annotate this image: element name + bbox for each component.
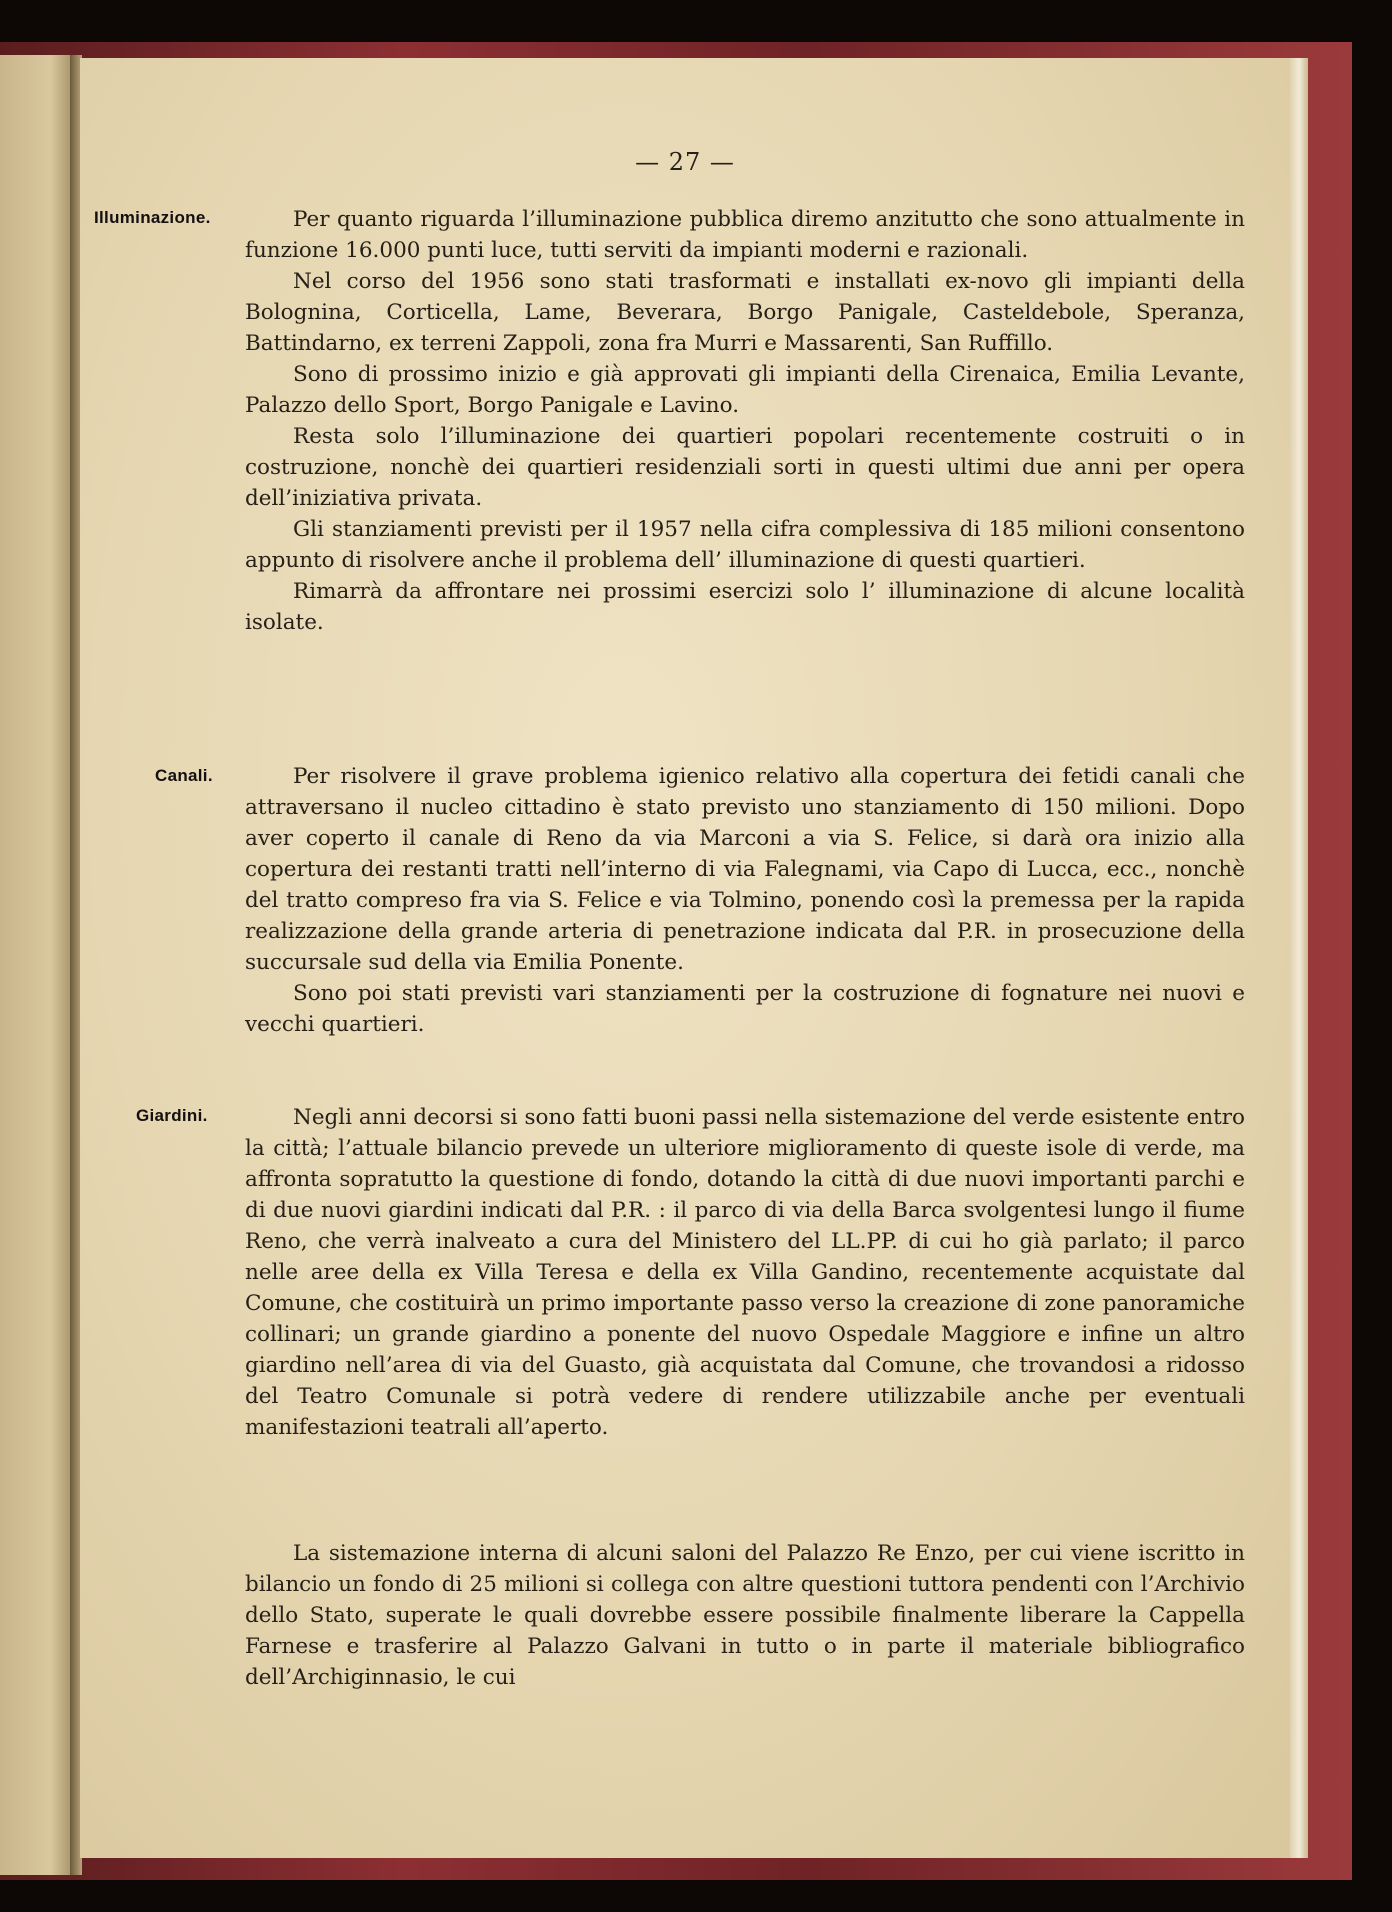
facing-page-edge [0,55,72,1875]
section-illuminazione [245,204,1245,638]
document-page [80,58,1290,1858]
section-label-illuminazione: Illuminazione. [94,208,211,227]
section-label-canali: Canali. [155,766,213,785]
paragraph: Per quanto riguarda l’illuminazione pubblica diremo anzitutto che sono attualmente in funzione 16.000 punti luce, tutti serviti da impianti moderni e razionali. [245,207,1245,263]
section-palazzo-re-enzo [245,1538,1245,1693]
paragraph: Sono poi stati previsti vari stanziamenti per la costruzione di fognature nei nuovi e vecchi quartieri. [245,981,1245,1037]
paragraph: Nel corso del 1956 sono stati trasformati e installati ex-novo gli impianti della Bolognina, Corticella, Lame, Beverara, Borgo Panigale, Casteldebole, Speranza, Battindarno, ex terreni Zappoli, zona fra Murri e Massarenti, San Ruffillo. [245,269,1245,356]
paragraph: La sistemazione interna di alcuni saloni del Palazzo Re Enzo, per cui viene iscritto in bilancio un fondo di 25 milioni si collega con altre questioni tuttora pendenti con l’Archivio dello Stato, superate le quali dovrebbe essere possibile finalmente liberare la Cappella Farnese e trasferire al Palazzo Galvani in tutto o in parte il materiale bibliografico dell’Archiginnasio, le cui [245,1541,1245,1690]
paragraph: Negli anni decorsi si sono fatti buoni passi nella sistemazione del verde esistente entro la città; l’attuale bilancio prevede un ulteriore miglioramento di queste isole di verde, ma affronta sopratutto la questione di fondo, dotando la città di due nuovi importanti parchi e di due nuovi giardini indicati dal P.R. : il parco di via della Barca svolgentesi lungo il fiume Reno, che verrà inalveato a cura del Ministero del LL.PP. di cui ho già parlato; il parco nelle aree della ex Villa Teresa e della ex Villa Gandino, recentemente acquistate dal Comune, che costituirà un primo importante passo verso la creazione di zone panoramiche collinari; un grande giardino a ponente del nuovo Ospedale Maggiore e infine un altro giardino nell’area di via del Guasto, già acquistata dal Comune, che trovandosi a ridosso del Teatro Comunale si potrà vedere di rendere utilizzabile anche per eventuali manifestazioni teatrali all’aperto. [245,1105,1245,1440]
paragraph: Rimarrà da affrontare nei prossimi esercizi solo l’ illuminazione di alcune località isolate. [245,579,1245,635]
paragraph: Per risolvere il grave problema igienico relativo alla copertura dei fetidi canali che attraversano il nucleo cittadino è stato previsto uno stanziamento di 150 milioni. Dopo aver coperto il canale di Reno da via Marconi a via S. Felice, si darà ora inizio alla copertura dei restanti tratti nell’interno di via Falegnami, via Capo di Lucca, ecc., nonchè del tratto compreso fra via S. Felice e via Tolmino, ponendo così la premessa per la rapida realizzazione della grande arteria di penetrazione indicata dal P.R. in prosecuzione della succursale sud della via Emilia Ponente. [245,764,1245,975]
paragraph: Gli stanziamenti previsti per il 1957 nella cifra complessiva di 185 milioni consentono appunto di risolvere anche il problema dell’ illuminazione di questi quartieri. [245,517,1245,573]
paragraph: Resta solo l’illuminazione dei quartieri popolari recentemente costruiti o in costruzione, nonchè dei quartieri residenziali sorti in questi ultimi due anni per opera dell’iniziativa privata. [245,424,1245,511]
page-number: — 27 — [635,148,735,176]
section-label-giardini: Giardini. [136,1106,208,1125]
section-giardini [245,1102,1245,1443]
section-canali [245,761,1245,1040]
paragraph: Sono di prossimo inizio e già approvati gli impianti della Cirenaica, Emilia Levante, Palazzo dello Sport, Borgo Panigale e Lavino. [245,362,1245,418]
